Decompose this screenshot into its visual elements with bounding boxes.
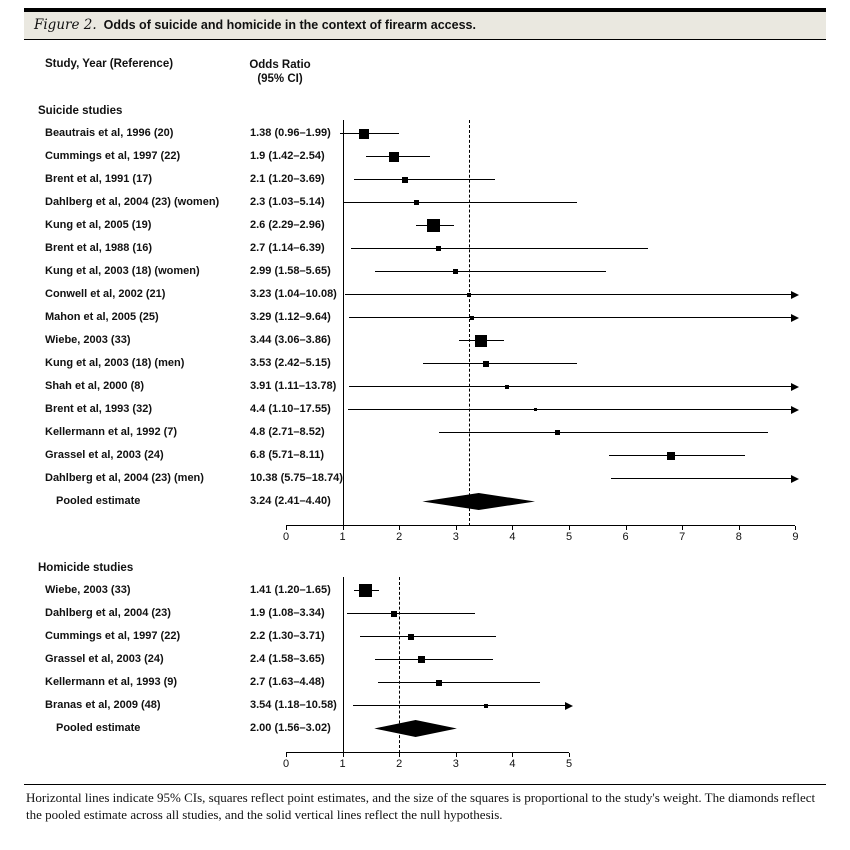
point-estimate-square	[483, 361, 489, 367]
study-label: Kung et al, 2003 (18) (women)	[45, 265, 200, 277]
ci-line	[611, 478, 795, 479]
x-axis-tick	[739, 526, 740, 530]
study-row	[24, 260, 826, 283]
x-axis-line	[286, 525, 795, 526]
x-axis-tick-label: 9	[792, 531, 799, 543]
x-axis-tick-label: 7	[679, 531, 686, 543]
or-value: 1.9 (1.42–2.54)	[250, 150, 325, 162]
or-value: 2.6 (2.29–2.96)	[250, 219, 325, 231]
study-label: Grassel et al, 2003 (24)	[45, 449, 164, 461]
study-label: Brent et al, 1988 (16)	[45, 242, 152, 254]
point-estimate-square	[389, 152, 399, 162]
point-estimate-square	[453, 269, 458, 274]
x-axis	[24, 740, 826, 774]
footnote-text: Horizontal lines indicate 95% CIs, squares reflect point estimates, and the size of the squares is proportional to the study's weight. The diamonds reflect the pooled estimate across all studies, and the solid vertical lines reflect the null hypothesis.	[26, 790, 816, 822]
point-estimate-square	[470, 316, 474, 320]
x-axis-tick	[795, 526, 796, 530]
study-row	[24, 122, 826, 145]
study-label: Kung et al, 2003 (18) (men)	[45, 357, 185, 369]
point-estimate-square	[555, 430, 560, 435]
or-value: 3.54 (1.18–10.58)	[250, 699, 337, 711]
x-axis-tick-label: 1	[339, 758, 346, 770]
forest-panel	[24, 557, 826, 774]
or-header-line2: (95% CI)	[257, 73, 303, 85]
study-label: Beautrais et al, 1996 (20)	[45, 127, 174, 139]
pooled-diamond	[422, 493, 535, 510]
x-axis-tick	[286, 753, 287, 757]
study-row	[24, 283, 826, 306]
point-estimate-square	[359, 584, 372, 597]
plot-rows	[24, 579, 826, 740]
ci-line	[349, 386, 796, 387]
null-hypothesis-line	[343, 577, 344, 753]
ci-line	[345, 294, 796, 295]
x-axis-tick	[399, 526, 400, 530]
odds-ratio-column-header	[224, 58, 336, 86]
ci-arrow-right-icon	[791, 314, 799, 322]
study-row	[24, 625, 826, 648]
study-label: Dahlberg et al, 2004 (23)	[45, 607, 171, 619]
study-label: Kellermann et al, 1993 (9)	[45, 676, 178, 688]
ci-line	[439, 432, 768, 433]
point-estimate-square	[391, 611, 397, 617]
ci-line	[347, 613, 475, 614]
plot-rows	[24, 122, 826, 513]
x-axis-tick-label: 8	[735, 531, 742, 543]
point-estimate-square	[414, 200, 419, 205]
ci-arrow-right-icon	[791, 475, 799, 483]
study-row	[24, 671, 826, 694]
x-axis-tick-label: 4	[509, 758, 516, 770]
study-row	[24, 352, 826, 375]
point-estimate-square	[475, 335, 487, 347]
study-label: Dahlberg et al, 2004 (23) (men)	[45, 472, 204, 484]
study-row	[24, 648, 826, 671]
pooled-estimate-line	[469, 120, 470, 526]
or-value: 3.91 (1.11–13.78)	[250, 380, 337, 392]
x-axis-tick	[682, 526, 683, 530]
or-value: 3.53 (2.42–5.15)	[250, 357, 331, 369]
x-axis-tick-label: 2	[396, 531, 403, 543]
or-value: 2.7 (1.63–4.48)	[250, 676, 325, 688]
study-row	[24, 421, 826, 444]
study-label: Grassel et al, 2003 (24)	[45, 653, 164, 665]
study-label: Brent et al, 1993 (32)	[45, 403, 152, 415]
pooled-or-value: 3.24 (2.41–4.40)	[250, 495, 331, 507]
point-estimate-square	[427, 219, 440, 232]
study-row	[24, 467, 826, 490]
x-axis-tick	[343, 753, 344, 757]
study-label: Dahlberg et al, 2004 (23) (women)	[45, 196, 220, 208]
study-label: Brent et al, 1991 (17)	[45, 173, 152, 185]
study-label: Shah et al, 2000 (8)	[45, 380, 145, 392]
or-value: 2.7 (1.14–6.39)	[250, 242, 325, 254]
study-label: Wiebe, 2003 (33)	[45, 334, 131, 346]
study-label: Cummings et al, 1997 (22)	[45, 150, 181, 162]
ci-arrow-right-icon	[791, 291, 799, 299]
point-estimate-square	[505, 385, 509, 389]
ci-arrow-right-icon	[791, 406, 799, 414]
or-header-line1: Odds Ratio	[249, 59, 311, 71]
x-axis	[24, 513, 826, 547]
pooled-row	[24, 490, 826, 513]
x-axis-tick-label: 2	[396, 758, 403, 770]
x-axis-tick	[569, 753, 570, 757]
study-row	[24, 398, 826, 421]
study-row	[24, 694, 826, 717]
forest-plots	[24, 100, 826, 774]
point-estimate-square	[467, 293, 471, 297]
study-label: Branas et al, 2009 (48)	[45, 699, 161, 711]
study-label: Cummings et al, 1997 (22)	[45, 630, 181, 642]
x-axis-tick-label: 0	[282, 758, 290, 770]
x-axis-tick-label: 5	[565, 531, 573, 543]
pooled-diamond	[374, 720, 457, 737]
ci-line	[360, 636, 496, 637]
point-estimate-square	[418, 656, 425, 663]
study-label: Mahon et al, 2005 (25)	[45, 311, 159, 323]
x-axis-tick	[626, 526, 627, 530]
ci-line	[354, 179, 495, 180]
point-estimate-square	[484, 704, 488, 708]
x-axis-tick-label: 3	[452, 531, 459, 543]
x-axis-tick-label: 5	[565, 758, 573, 770]
study-row	[24, 329, 826, 352]
ci-line	[344, 202, 577, 203]
pooled-label: Pooled estimate	[56, 495, 141, 507]
figure-caption-bar	[24, 8, 826, 40]
or-value: 2.99 (1.58–5.65)	[250, 265, 331, 277]
x-axis-tick	[512, 753, 513, 757]
ci-line	[351, 248, 648, 249]
or-value: 1.41 (1.20–1.65)	[250, 584, 331, 596]
point-estimate-square	[402, 177, 408, 183]
x-axis-tick	[512, 526, 513, 530]
study-row	[24, 237, 826, 260]
study-row	[24, 191, 826, 214]
point-estimate-square	[667, 452, 675, 460]
x-axis-line	[286, 752, 569, 753]
point-estimate-square	[436, 680, 442, 686]
ci-line	[423, 363, 578, 364]
null-hypothesis-line	[343, 120, 344, 526]
ci-arrow-right-icon	[791, 383, 799, 391]
study-row	[24, 145, 826, 168]
or-value: 2.2 (1.30–3.71)	[250, 630, 325, 642]
or-value: 3.29 (1.12–9.64)	[250, 311, 331, 323]
x-axis-tick	[343, 526, 344, 530]
or-value: 10.38 (5.75–18.74)	[250, 472, 343, 484]
or-value: 2.3 (1.03–5.14)	[250, 196, 325, 208]
ci-line	[609, 455, 745, 456]
pooled-label: Pooled estimate	[56, 722, 141, 734]
study-label: Kung et al, 2005 (19)	[45, 219, 152, 231]
x-axis-tick-label: 3	[452, 758, 459, 770]
ci-line	[353, 705, 569, 706]
forest-panel	[24, 100, 826, 547]
study-label: Kellermann et al, 1992 (7)	[45, 426, 178, 438]
x-axis-tick	[569, 526, 570, 530]
x-axis-tick-label: 1	[339, 531, 346, 543]
study-row	[24, 602, 826, 625]
study-label: Wiebe, 2003 (33)	[45, 584, 131, 596]
x-axis-tick	[456, 753, 457, 757]
or-value: 1.9 (1.08–3.34)	[250, 607, 325, 619]
or-value: 3.44 (3.06–3.86)	[250, 334, 331, 346]
or-value: 2.1 (1.20–3.69)	[250, 173, 325, 185]
x-axis-tick	[286, 526, 287, 530]
ci-line	[375, 271, 605, 272]
pooled-row	[24, 717, 826, 740]
study-row	[24, 168, 826, 191]
point-estimate-square	[359, 129, 369, 139]
x-axis-tick-label: 0	[282, 531, 290, 543]
panel-title: Homicide studies	[38, 562, 134, 574]
or-value: 4.8 (2.71–8.52)	[250, 426, 325, 438]
ci-line	[348, 409, 795, 410]
study-row	[24, 375, 826, 398]
or-value: 4.4 (1.10–17.55)	[250, 403, 331, 415]
point-estimate-square	[534, 408, 537, 411]
column-headers	[24, 58, 826, 90]
point-estimate-square	[436, 246, 441, 251]
study-row	[24, 214, 826, 237]
panel-title: Suicide studies	[38, 105, 123, 117]
x-axis-tick	[456, 526, 457, 530]
point-estimate-square	[408, 634, 414, 640]
x-axis-tick-label: 4	[509, 531, 516, 543]
study-row	[24, 579, 826, 602]
or-value: 6.8 (5.71–8.11)	[250, 449, 325, 461]
or-value: 2.4 (1.58–3.65)	[250, 653, 325, 665]
study-row	[24, 306, 826, 329]
x-axis-tick	[399, 753, 400, 757]
x-axis-tick-label: 6	[622, 531, 629, 543]
or-value: 3.23 (1.04–10.08)	[250, 288, 337, 300]
study-row	[24, 444, 826, 467]
or-value: 1.38 (0.96–1.99)	[250, 127, 331, 139]
study-column-header: Study, Year (Reference)	[45, 58, 174, 70]
ci-line	[378, 682, 539, 683]
pooled-or-value: 2.00 (1.56–3.02)	[250, 722, 331, 734]
figure-title: Odds of suicide and homicide in the context of firearm access.	[103, 18, 476, 32]
ci-line	[340, 133, 398, 134]
ci-arrow-right-icon	[565, 702, 573, 710]
ci-line	[375, 659, 492, 660]
study-label: Conwell et al, 2002 (21)	[45, 288, 166, 300]
figure-number: Figure 2.	[34, 17, 97, 33]
ci-line	[349, 317, 795, 318]
